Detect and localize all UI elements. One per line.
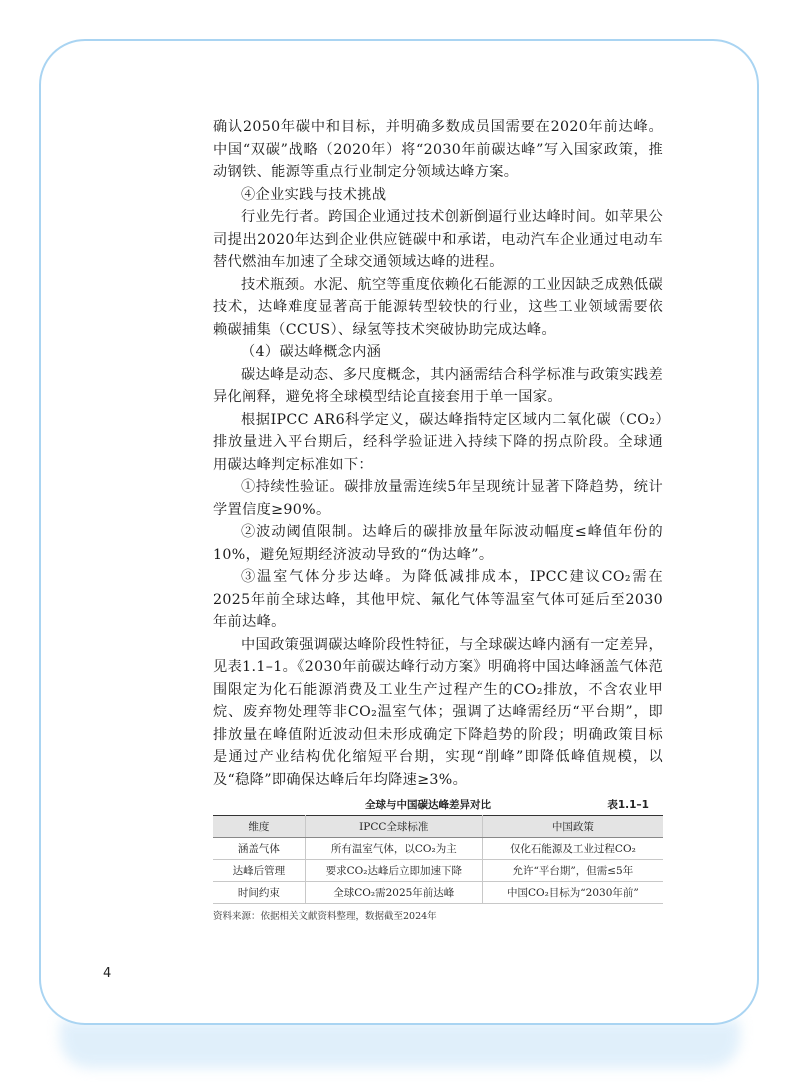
paragraph-6: ①持续性验证。碳排放量需连续5年呈现统计显著下降趋势，统计学置信度≥90%。: [213, 479, 663, 518]
paragraph-4: 碳达峰是动态、多尺度概念，其内涵需结合科学标准与政策实践差异化阐释，避免将全球模型结论直接套用于单一国家。: [213, 366, 663, 405]
page-number: 4: [103, 966, 112, 981]
section-heading: （4）碳达峰概念内涵: [241, 344, 382, 360]
comparison-table-block: [213, 797, 663, 922]
table-row: [213, 838, 663, 860]
paragraph-7: ②波动阈值限制。达峰后的碳排放量年际波动幅度≤峰值年份的10%，避免短期经济波动导致的“伪达峰”。: [213, 524, 663, 563]
paragraph-8: ③温室气体分步达峰。为降低减排成本，IPCC建议CO₂需在2025年前全球达峰，其他甲烷、氟化气体等温室气体可延后至2030年前达峰。: [213, 569, 663, 630]
table-cell: 涵盖气体: [213, 838, 305, 860]
table-title: 全球与中国碳达峰差异对比: [365, 799, 491, 811]
subheading-enterprise: ④企业实践与技术挑战: [241, 186, 387, 203]
table-caption: [213, 797, 663, 815]
paragraph-1: 确认2050年碳中和目标，并明确多数成员国需要在2020年前达峰。中国“双碳”战略（2020年）将“2030年前碳达峰”写入国家政策，推动钢铁、能源等重点行业制定分领域达峰方案。: [213, 119, 663, 180]
table-cell: 中国CO₂目标为“2030年前”: [482, 882, 663, 904]
table-cell: 仅化石能源及工业过程CO₂: [482, 838, 663, 860]
table-cell: 全球CO₂需2025年前达峰: [305, 882, 482, 904]
card-shadow: [60, 1020, 740, 1068]
comparison-table: [213, 815, 663, 904]
paragraph-9: 中国政策强调碳达峰阶段性特征，与全球碳达峰内涵有一定差异，见表1.1–1。《2030年前碳达峰行动方案》明确将中国达峰涵盖气体范围限定为化石能源消费及工业生产过程产生的CO₂排放，不含农业甲烷、废弃物处理等非CO₂温室气体；强调了达峰需经历“平台期”，即排放量在峰值附近波动但未形成确定下降趋势的阶段；明确政策目标是通过产业结构优化缩短平台期，实现“削峰”即降低峰值规模，以及“稳降”即确保达峰后年均降速≥3%。: [213, 636, 663, 788]
table-row: [213, 882, 663, 904]
paragraph-5: 根据IPCC AR6科学定义，碳达峰指特定区域内二氧化碳（CO₂）排放量进入平台期后，经科学验证进入持续下降的拐点阶段。全球通用碳达峰判定标准如下：: [213, 411, 663, 473]
table-cell: 达峰后管理: [213, 860, 305, 882]
header-cell-china: 中国政策: [482, 816, 663, 838]
paragraph-3: 技术瓶颈。水泥、航空等重度依赖化石能源的工业因缺乏成熟低碳技术，达峰难度显著高于能源转型较快的行业，这些工业领域需要依赖碳捕集（CCUS）、绿氢等技术突破协助完成达峰。: [213, 276, 663, 338]
header-cell-ipcc: IPCC全球标准: [305, 816, 482, 838]
table-cell: 所有温室气体，以CO₂为主: [305, 838, 482, 860]
table-cell: 允许“平台期”，但需≤5年: [482, 860, 663, 882]
paragraph-2: 行业先行者。跨国企业通过技术创新倒逼行业达峰时间。如苹果公司提出2020年达到企业供应链碳中和承诺，电动汽车企业通过电动车替代燃油车加速了全球交通领域达峰的进程。: [213, 209, 663, 270]
header-cell-dimension: 维度: [213, 816, 305, 838]
table-cell: 时间约束: [213, 882, 305, 904]
table-number: 表1.1–1: [607, 799, 649, 811]
table-header-row: [213, 816, 663, 838]
table-cell: 要求CO₂达峰后立即加速下降: [305, 860, 482, 882]
body-text: [213, 116, 663, 791]
table-row: [213, 860, 663, 882]
table-source-note: 资料来源：依据相关文献资料整理，数据截至2024年: [213, 911, 437, 922]
